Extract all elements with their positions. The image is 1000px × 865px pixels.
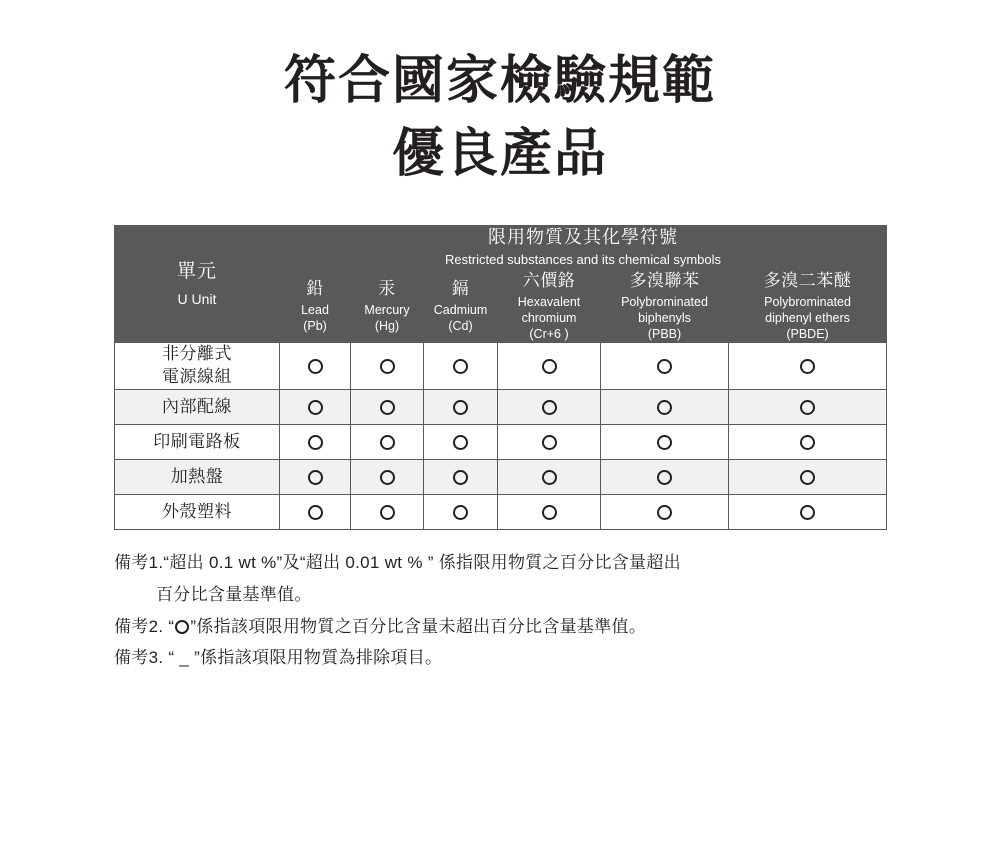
mark-cell — [280, 343, 351, 390]
mark-cell — [729, 425, 887, 460]
substance-cadmium-en: Cadmium — [433, 303, 488, 318]
substance-header-cadmium — [424, 270, 498, 343]
circle-mark-icon — [175, 620, 189, 634]
substance-chromium-symbol: (Cr+6 ) — [529, 327, 569, 342]
unit-header-cn: 單元 — [176, 261, 217, 283]
row-label-line-1: 內部配線 — [162, 396, 232, 416]
substance-cadmium-symbol: (Cd) — [448, 319, 473, 334]
page-title-line-2: 優良產品 — [391, 124, 608, 183]
substance-lead-symbol: (Pb) — [303, 319, 327, 334]
page-title — [0, 0, 1000, 187]
table-row — [115, 460, 887, 495]
circle-mark-icon — [380, 505, 395, 520]
circle-mark-icon — [657, 359, 672, 374]
note-1-line-1: 備考1.“超出 0.1 wt %”及“超出 0.01 wt % ” 係指限用物質之百分比含量超出 — [114, 553, 681, 572]
circle-mark-icon — [542, 435, 557, 450]
substance-pbde-en2: diphenyl ethers — [765, 311, 850, 326]
mark-cell — [280, 460, 351, 495]
mark-cell — [601, 343, 729, 390]
mark-cell — [351, 495, 424, 530]
mark-cell — [729, 390, 887, 425]
mark-cell — [351, 460, 424, 495]
circle-mark-icon — [542, 359, 557, 374]
unit-header-cell — [115, 226, 280, 343]
mark-cell — [424, 390, 498, 425]
note-2-prefix: 備考2. “ — [114, 616, 175, 636]
rohs-table-container — [114, 225, 886, 530]
mark-cell — [729, 495, 887, 530]
note-2-suffix: ”係指該項限用物質之百分比含量未超出百分比含量基準值。 — [190, 616, 647, 636]
circle-mark-icon — [542, 505, 557, 520]
mark-cell — [601, 390, 729, 425]
circle-mark-icon — [800, 505, 815, 520]
substance-header-hexavalent-chromium — [498, 270, 601, 343]
mark-cell — [498, 425, 601, 460]
row-label-pcb — [115, 425, 280, 460]
table-row — [115, 495, 887, 530]
substance-pbb-cn: 多溴聯苯 — [629, 271, 700, 291]
circle-mark-icon — [453, 505, 468, 520]
table-row — [115, 425, 887, 460]
circle-mark-icon — [657, 435, 672, 450]
substance-chromium-en2: chromium — [521, 311, 577, 326]
mark-cell — [498, 343, 601, 390]
mark-cell — [280, 495, 351, 530]
circle-mark-icon — [542, 400, 557, 415]
circle-mark-icon — [800, 359, 815, 374]
note-1-line-2: 百分比含量基準值。 — [156, 584, 312, 604]
note-3: 備考3. “ _ ”係指該項限用物質為排除項目。 — [114, 648, 443, 668]
row-label-line-1: 非分離式 — [162, 344, 232, 364]
substance-header-mercury — [351, 270, 424, 343]
substance-mercury-en: Mercury — [364, 303, 410, 318]
mark-cell — [351, 343, 424, 390]
circle-mark-icon — [453, 359, 468, 374]
mark-cell — [601, 460, 729, 495]
circle-mark-icon — [453, 470, 468, 485]
mark-cell — [498, 460, 601, 495]
mark-cell — [424, 460, 498, 495]
mark-cell — [498, 495, 601, 530]
mark-cell — [351, 425, 424, 460]
substance-pbde-en: Polybrominated — [764, 295, 851, 310]
table-row — [115, 343, 887, 390]
circle-mark-icon — [380, 435, 395, 450]
circle-mark-icon — [542, 470, 557, 485]
unit-header-en: U Unit — [177, 290, 217, 307]
rohs-table — [114, 225, 887, 530]
circle-mark-icon — [380, 359, 395, 374]
row-label-line-1: 印刷電路板 — [153, 431, 241, 451]
circle-mark-icon — [800, 470, 815, 485]
substance-pbb-en: Polybrominated — [621, 295, 708, 310]
circle-mark-icon — [800, 435, 815, 450]
substance-mercury-cn: 汞 — [378, 279, 396, 299]
restricted-substances-header-cell — [280, 226, 887, 270]
circle-mark-icon — [308, 505, 323, 520]
substance-cadmium-cn: 鎘 — [451, 279, 470, 299]
mark-cell — [424, 343, 498, 390]
circle-mark-icon — [308, 359, 323, 374]
table-header-row-top — [115, 226, 887, 270]
circle-mark-icon — [308, 400, 323, 415]
restricted-substances-header-en: Restricted substances and its chemical symbols — [445, 252, 722, 268]
mark-cell — [424, 425, 498, 460]
row-label-housing-plastic — [115, 495, 280, 530]
mark-cell — [424, 495, 498, 530]
substance-header-pbde — [729, 270, 887, 343]
substance-pbde-cn: 多溴二苯醚 — [763, 271, 852, 291]
row-label-internal-wiring — [115, 390, 280, 425]
restricted-substances-header-cn: 限用物質及其化學符號 — [488, 227, 679, 248]
mark-cell — [729, 343, 887, 390]
substance-mercury-symbol: (Hg) — [374, 319, 400, 334]
circle-mark-icon — [657, 470, 672, 485]
circle-mark-icon — [657, 505, 672, 520]
row-label-line-2: 電源線組 — [162, 367, 232, 387]
substance-chromium-cn: 六價鉻 — [522, 271, 576, 291]
table-notes — [114, 548, 886, 673]
row-label-heating-plate — [115, 460, 280, 495]
mark-cell — [729, 460, 887, 495]
circle-mark-icon — [308, 470, 323, 485]
row-label-power-cord — [115, 343, 280, 390]
circle-mark-icon — [453, 400, 468, 415]
substance-header-pbb — [601, 270, 729, 343]
circle-mark-icon — [453, 435, 468, 450]
mark-cell — [280, 425, 351, 460]
mark-cell — [601, 495, 729, 530]
row-label-line-1: 加熱盤 — [170, 466, 224, 486]
circle-mark-icon — [380, 470, 395, 485]
mark-cell — [601, 425, 729, 460]
substance-pbb-symbol: (PBB) — [647, 327, 682, 342]
mark-cell — [280, 390, 351, 425]
circle-mark-icon — [800, 400, 815, 415]
substance-lead-cn: 鉛 — [306, 279, 324, 299]
substance-lead-en: Lead — [301, 303, 329, 318]
circle-mark-icon — [380, 400, 395, 415]
table-row — [115, 390, 887, 425]
circle-mark-icon — [308, 435, 323, 450]
page-title-line-1: 符合國家檢驗規範 — [283, 52, 716, 110]
circle-mark-icon — [657, 400, 672, 415]
note-2 — [114, 612, 886, 642]
substance-chromium-en: Hexavalent — [517, 295, 581, 310]
mark-cell — [351, 390, 424, 425]
substance-header-lead — [280, 270, 351, 343]
mark-cell — [498, 390, 601, 425]
row-label-line-1: 外殼塑料 — [162, 501, 232, 521]
substance-pbb-en2: biphenyls — [638, 311, 691, 326]
substance-pbde-symbol: (PBDE) — [786, 327, 829, 342]
